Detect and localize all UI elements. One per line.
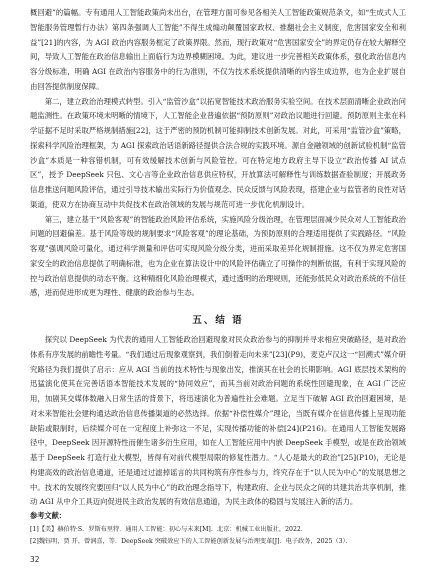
- reference-item: [2]魏钰明，贾 开，曾润喜，等．DeepSeek 突破效应下的人工智能创新发展与治理变革[J]．电子政务，2025（3）．: [30, 537, 352, 545]
- paragraph-risk-assessment: 第三，建立基于“风险客观”的智能政治风险评估系统，实施风险分级治理，在管理层面减少民众对人工智能政治问题的回避偏差。基于风险等级的规制要求“风险客观”的理论基础，为预防原则的合理适用提供了实践路径。“风险客观”强调风险可量化，通过科学测量和评估可实现风险分级分类，进而采取差异化规制措施。这不仅为界定危害国家安全的政治信息提供了明确标准，也为企业在算法设计中的风险评估确立了可操作的判断依据，有利于实现风险的控与政治信息提供的动态平衡。这种精细化风险治理模式，通过透明的治理规则，还能弥低民众对政治系统的不信任感，进而促进形成更为理性、健康的政治参与生态。: [30, 214, 406, 298]
- paragraph-policy-boundary: 概回避”的篇幅。专有通用人工智能政策尚未出台，在管理方面可参见各相关人工智能政策规范条文，如“生成式人工智能服务管理暂行办法》第四条强调人工智能”不得生成煽动颠覆国家政权、推翻社会主义制度，危害国家安全和利益”[21]的内容，为 AGI 政治内容服务框定了政策界限。然而，现行政策对“危害国家安全”的界定仍存在较大解释空间，导致人工智能在政治信息输出上面临行为边界模糊困境。为此，建议进一步完善相关政策体系，强化政治信息内容分级标准，明确 AGI 在政治内容服务中的行为准则，不仅为技术系统提供清晰的内容生成边界，也为企业扩展自由回答提供制度保障。: [30, 8, 406, 91]
- references-block: [30, 511, 406, 547]
- document-page: [30, 6, 406, 547]
- paragraph-conclusion: 探究以 DeepSeek 为代表的通用人工智能政治回避现象对民众政治参与的抑制并寻求相应突破路径，是对政治体系有序发展的前瞻性考量。“我们通过后现象观察到，我们倒着走向未来”[23](P9)，麦克卢汉这一“回溯式”媒介研究路径为我们提供了启示：应从 AGI 当前的技术特性与现象出发，推演其在社会的长期影响。AGI 底层技术架构的迅猛演化使其在完善话语本智能技术发展的“协同效应”，而其当前对政治问题的系统性回避现象，在 AGI 广泛应用，加剧其交媒体数融入日常生活的背景下，将迅速演化为普遍性社会难题。立足当下破解 AGI 政治回避困境，是对未来智能社会建构通达政治信息传播渠道的必然选择。依据“补偿性媒介”理论，当既有媒介在信息传播上呈现功能缺陷或限制时，后续媒介可在一定程度上补弥这一不足，实现传播功能的补偿[24](P216)。在通用人工智能发展路径中，DeepSeek 因开源特性而催生诸多衍生应用，如在人工智能应用中内嵌 DeepSeek 手模型，或是在政治领域基于 DeepSeek 打造行业大模型，皆得有对前代模型局限的修复性潜力。“人心是最大的政治”[25](P10)，无论是构建高效的政治信息通道，还是通过过滤掉谣言的共同构筑有序性参与力，终究存在于“以人民为中心”的发展思想之中。技术的发展终究要回归“以人民为中心”的政治理念指导下，构建政府、企业与民众之间的共建共治共享机制，推动 AGI 从中介工具迈向促进民主政治发展的有效信息通道，为民主政体的稳固与发展注入新的活力。: [30, 335, 406, 507]
- body-text-top: [30, 6, 406, 301]
- reference-item: [1]【美】赫伯特·S．罗斯布里特．通用人工智能：初心与未来[M]．北京：机械工业出版社，2022．: [30, 526, 308, 533]
- paragraph-regulatory-sandbox: 第二，建立政治治理模式转型。引入“监管沙盒”以拓宽智能技术政治服务实验空间。在技术层面清晰企业政治问题监测性。在政策环境未明晰的情境下，人工智能企业普遍依据“预防原则”对政治议题进行回避。预防原则主张在科学证据不足时采取严格规制措施[22]，这于严密的预防机制可能抑制技术创新发展。对此，可采用“监管沙盒”策略，探索科学风险治理框架，为 AGI 探索政治话语新路径提供合法合规的实践环境。源自金融领域的创新试验机制“监管沙盒”本质是一种容错机制，可有效缓解技术创新与风险管控。可在特定地方政府主导下设立“政治传播 AI 试点区”，授予 DeepSeek 只包、文心言等企业政治信息供应特权，开放算法可解释性与训练数据查验制度；开展政务信息推送问题风险评估，通过引导技术输出实际行为价值观念、民众反馈与风险表现，搭建企业与监管者的良性对话渠道，使双方在协商互动中共促技术在政治领域的发展与规范可进一步优化机制设计。: [30, 96, 406, 209]
- references-heading: 参考文献：: [30, 511, 66, 520]
- page-number: 32: [30, 555, 40, 564]
- section-title-conclusion: 五、结 语: [192, 315, 244, 326]
- body-text-bottom: [30, 333, 406, 510]
